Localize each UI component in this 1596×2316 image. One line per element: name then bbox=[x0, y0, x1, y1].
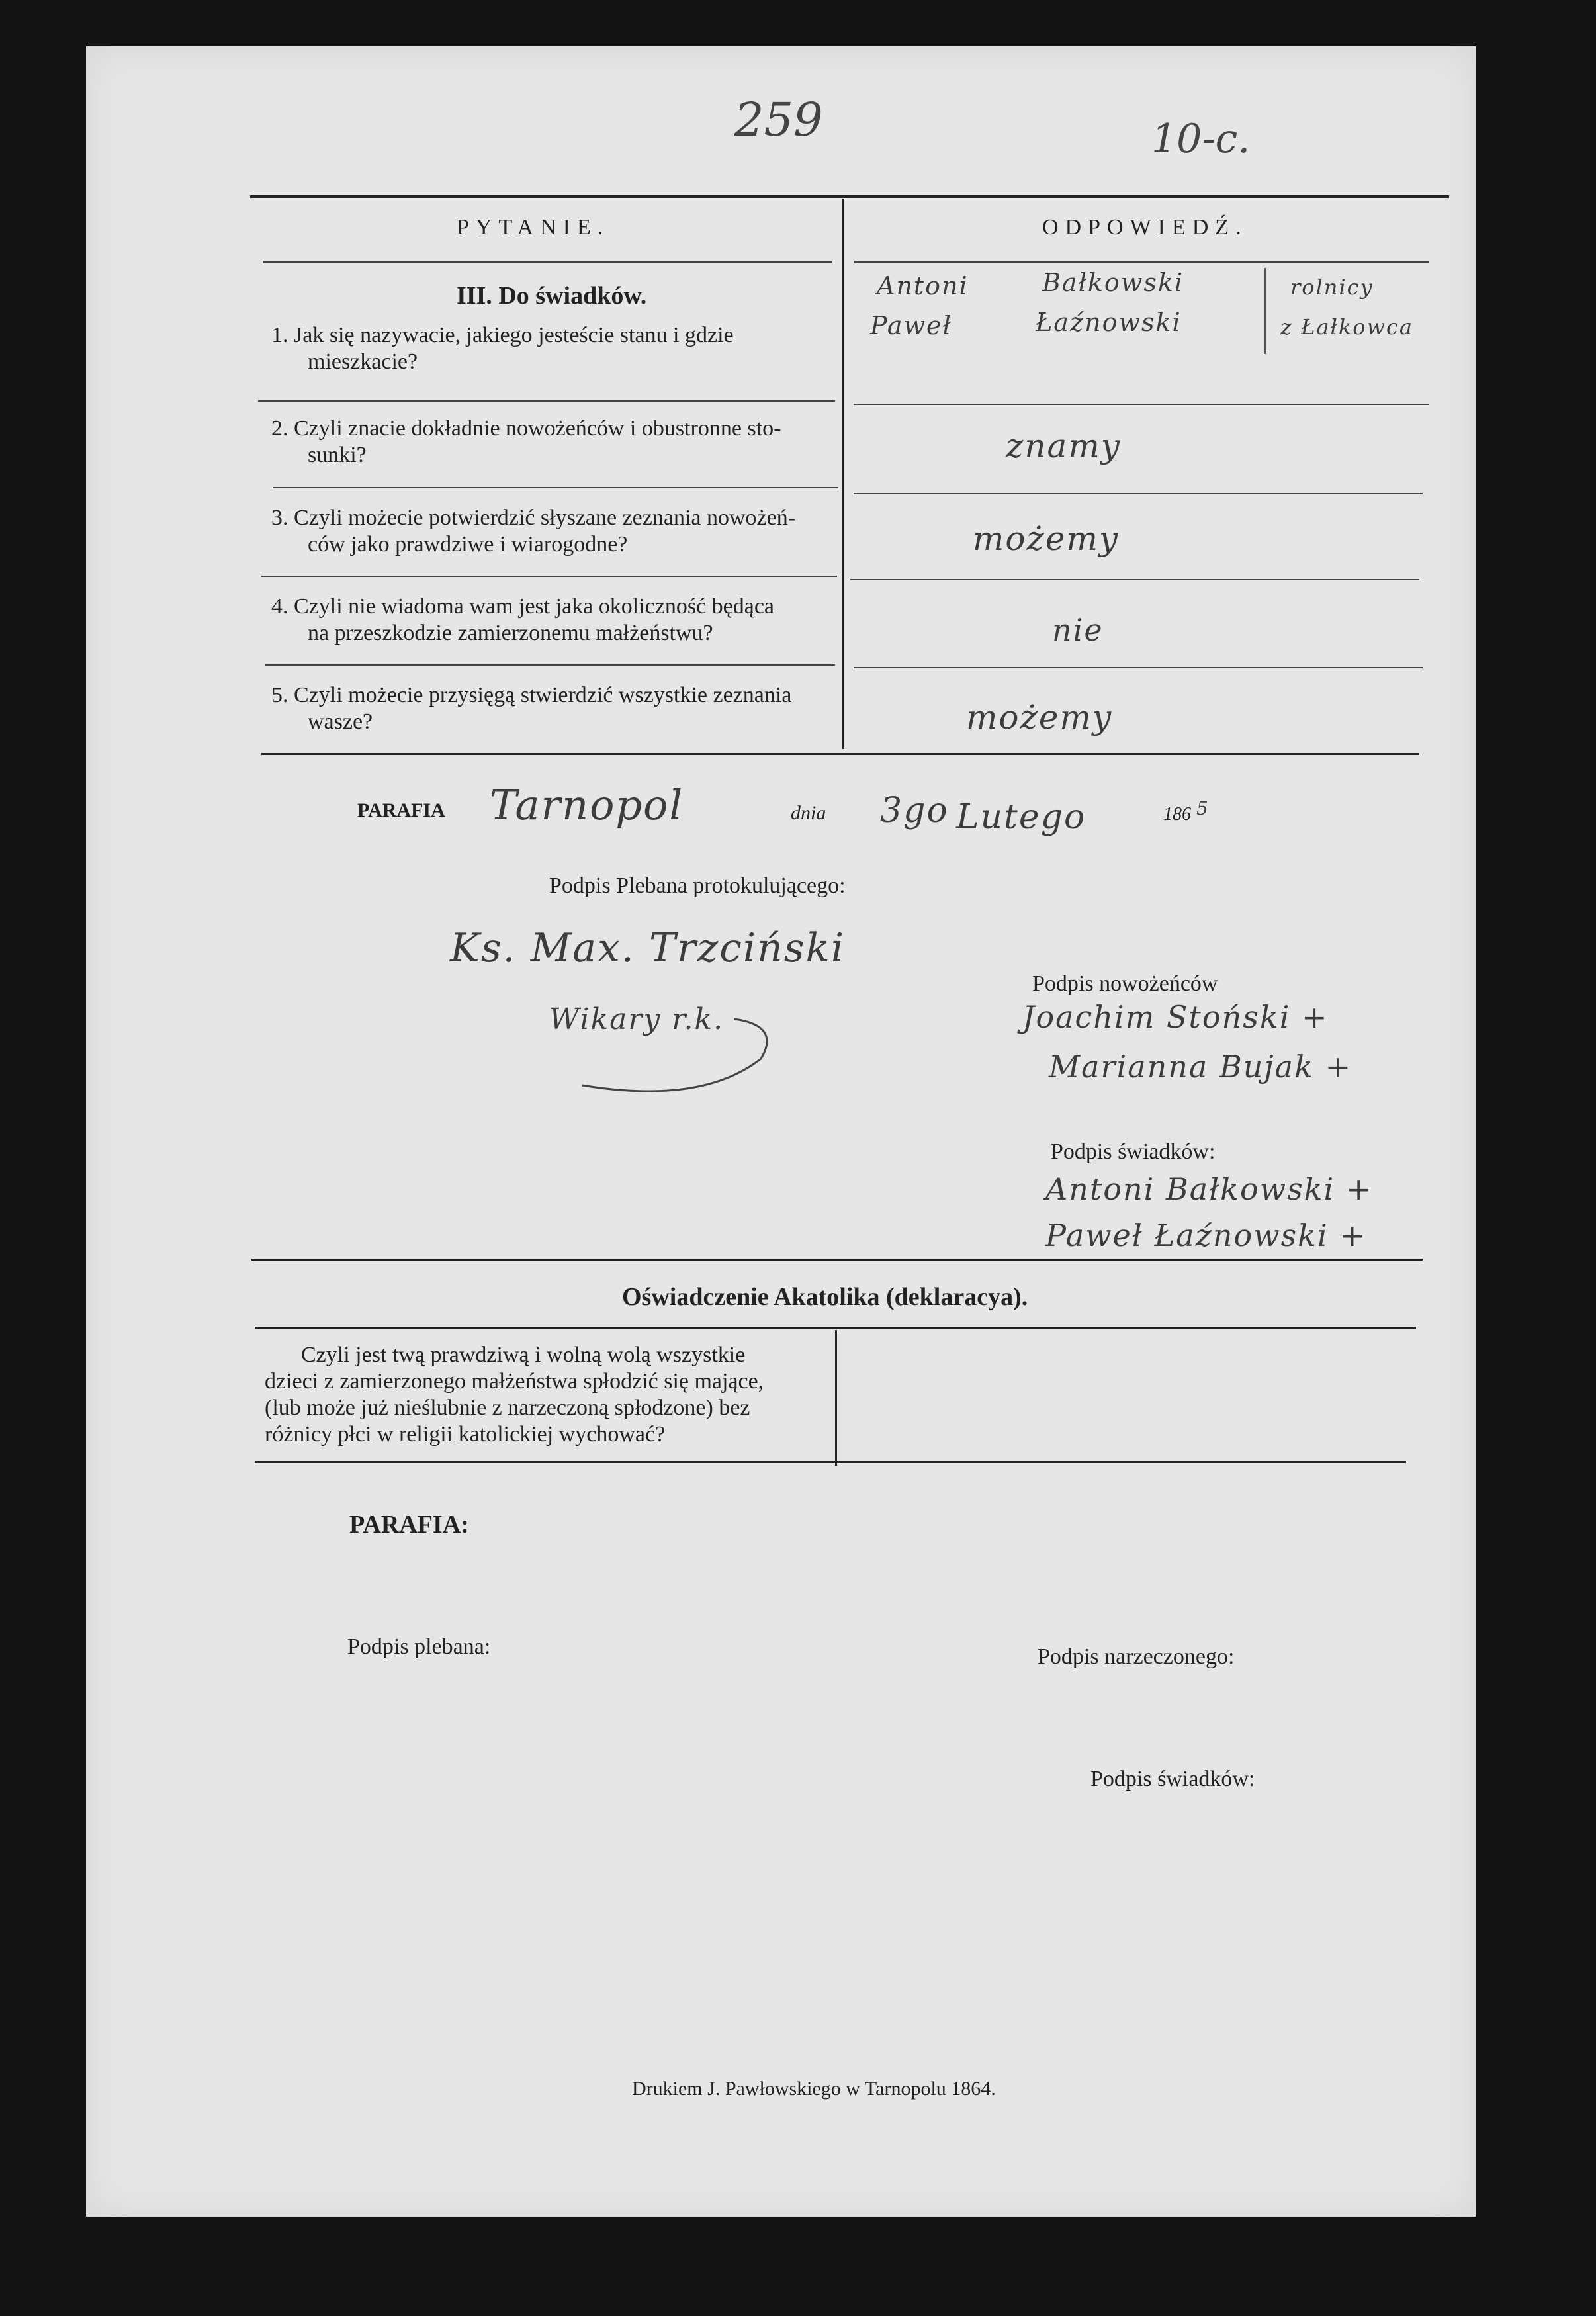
printer-imprint: Drukiem J. Pawłowskiego w Tarnopolu 1864. bbox=[632, 2078, 996, 2100]
declaration-bottom-rule bbox=[255, 1461, 1406, 1463]
row-rule-4-right bbox=[854, 667, 1423, 668]
row-rule-2-right bbox=[854, 493, 1423, 494]
priest-signature: Ks. Max. Trzciński bbox=[450, 925, 846, 971]
declaration-line-3: (lub może już nieślubnie z narzeczoną spłodzone) bez bbox=[265, 1396, 750, 1420]
bottom-priest-label: Podpis plebana: bbox=[347, 1634, 491, 1659]
column-header-question: PYTANIE. bbox=[457, 215, 610, 240]
answer-1-surname-2: Łaźnowski bbox=[1036, 308, 1182, 337]
bottom-witness-label: Podpis świadków: bbox=[1090, 1767, 1255, 1791]
priest-signature-label: Podpis Plebana protokulującego: bbox=[549, 873, 846, 898]
row-rule-3-left bbox=[261, 576, 837, 577]
question-3-line1: 3. Czyli możecie potwierdzić słyszane zeznania nowożeń- bbox=[271, 506, 796, 530]
question-3-line2: ców jako prawdziwe i wiarogodne? bbox=[308, 532, 628, 557]
date-dnia-label: dnia bbox=[791, 802, 826, 824]
declaration-line-1: Czyli jest twą prawdziwą i wolną wolą wszystkie bbox=[301, 1343, 746, 1367]
answer-1-first-name-2: Paweł bbox=[870, 311, 952, 340]
priest-title: Wikary r.k. bbox=[549, 1002, 725, 1036]
question-1 bbox=[271, 322, 840, 375]
declaration-title: Oświadczenie Akatolika (deklaracya). bbox=[622, 1283, 1028, 1311]
answer-1-status-1: rolnicy bbox=[1290, 275, 1374, 300]
witness-2-signature: Paweł Łaźnowski + bbox=[1045, 1218, 1366, 1253]
question-5-line1: 5. Czyli możecie przysięgą stwierdzić wszystkie zeznania bbox=[271, 683, 792, 707]
question-2 bbox=[271, 416, 840, 468]
bride-signature: Marianna Bujak + bbox=[1049, 1049, 1352, 1085]
date-month: Lutego bbox=[956, 797, 1086, 837]
witness-signature-label: Podpis świadków: bbox=[1051, 1139, 1216, 1164]
row-rule-1-right bbox=[854, 404, 1429, 405]
date-day: 3go bbox=[880, 791, 949, 830]
question-4-line2: na przeszkodzie zamierzonemu małżeństwu? bbox=[308, 621, 713, 645]
question-1-line1: 1. Jak się nazywacie, jakiego jesteście stanu i gdzie bbox=[271, 323, 734, 347]
declaration-column-divider bbox=[835, 1330, 837, 1466]
declaration-line-4: różnicy płci w religii katolickiej wychować? bbox=[265, 1422, 666, 1447]
row-rule-3-right bbox=[850, 579, 1419, 580]
priest-flourish bbox=[569, 1006, 787, 1105]
declaration-top-rule bbox=[255, 1327, 1416, 1329]
question-2-line1: 2. Czyli znacie dokładnie nowożeńców i obustronne sto- bbox=[271, 416, 781, 441]
answer-2: znamy bbox=[1006, 427, 1122, 465]
answer-4: nie bbox=[1052, 612, 1104, 648]
header-rule-left bbox=[263, 261, 832, 263]
couple-signature-label: Podpis nowożeńców bbox=[1032, 971, 1218, 996]
date-year-prefix: 186 bbox=[1163, 804, 1191, 824]
question-2-line2: sunki? bbox=[308, 443, 367, 467]
table-bottom-rule bbox=[261, 753, 1419, 755]
question-5-line2: wasze? bbox=[308, 709, 373, 734]
table-column-divider bbox=[842, 199, 844, 749]
answer-1 bbox=[864, 268, 1433, 380]
declaration-question bbox=[265, 1342, 834, 1448]
answer-5: możemy bbox=[966, 698, 1113, 736]
row-rule-1-left bbox=[258, 400, 835, 402]
answer-1-bracket bbox=[1264, 268, 1266, 354]
date-year-suffix: 5 bbox=[1196, 797, 1210, 819]
column-header-answer: ODPOWIEDŹ. bbox=[1042, 215, 1248, 240]
witness-1-signature: Antoni Bałkowski + bbox=[1045, 1171, 1373, 1207]
groom-signature: Joachim Stoński + bbox=[1022, 999, 1329, 1035]
answer-1-first-name-1: Antoni bbox=[877, 271, 969, 300]
reference-mark: 10-c. bbox=[1151, 116, 1251, 162]
bottom-groom-label: Podpis narzeczonego: bbox=[1038, 1644, 1235, 1669]
question-4-line1: 4. Czyli nie wiadoma wam jest jaka okoliczność będąca bbox=[271, 594, 775, 619]
answer-1-surname-1: Bałkowski bbox=[1042, 268, 1184, 297]
section-title: III. Do świadków. bbox=[457, 282, 647, 310]
question-1-line2: mieszkacie? bbox=[308, 349, 418, 374]
page-number-mark: 259 bbox=[734, 93, 823, 147]
parish-label: PARAFIA bbox=[357, 799, 445, 821]
section-divider-rule bbox=[251, 1259, 1423, 1261]
question-5 bbox=[271, 682, 840, 735]
answer-3: możemy bbox=[973, 519, 1120, 558]
declaration-line-2: dzieci z zamierzonego małżeństwa spłodzić się mające, bbox=[265, 1369, 764, 1394]
answer-1-residence: z Łałkowca bbox=[1280, 314, 1413, 339]
question-3 bbox=[271, 505, 840, 558]
header-rule-right bbox=[854, 261, 1429, 263]
table-top-rule bbox=[250, 195, 1449, 198]
bottom-parish-label: PARAFIA: bbox=[349, 1511, 469, 1538]
parish-place: Tarnopol bbox=[490, 781, 684, 829]
question-4 bbox=[271, 594, 840, 646]
row-rule-4-left bbox=[265, 664, 835, 666]
row-rule-2-left bbox=[273, 487, 838, 488]
